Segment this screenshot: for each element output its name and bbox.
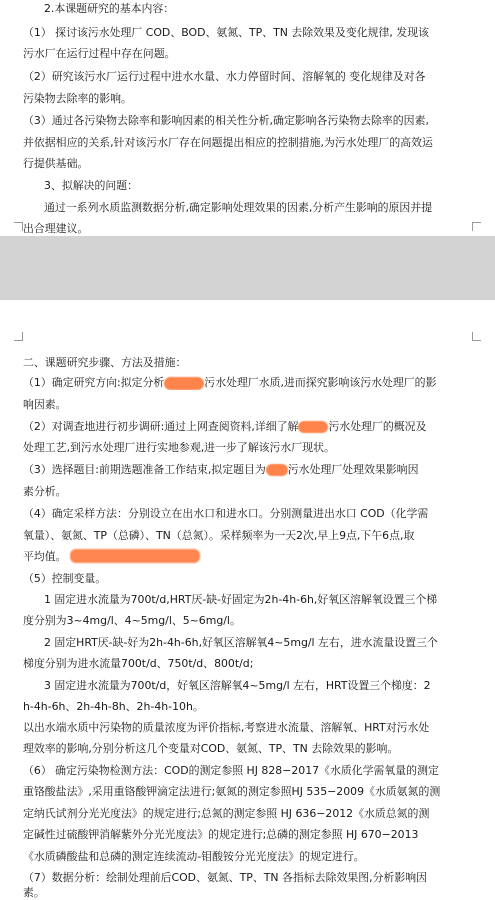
redaction-mark <box>164 377 204 390</box>
page-corner-mark <box>14 332 23 341</box>
text-line: 3 固定进水流量为700t/d，好氧区溶解氧4~5mg/l 左右，HRT设置三个梯度：2 <box>44 679 431 692</box>
text-line: 氧量）、氨氮、TP（总磷）、TN（总氮）。采样频率为一天2次,早上9点,下午6点,取 <box>23 529 415 542</box>
text-line: 定纳氏试剂分光光度法》的规定进行;总氮的测定参照 HJ 636−2012《水质总氮的测 <box>23 807 430 820</box>
text-segment: 污水处理厂处理效果影响因 <box>287 463 419 476</box>
text-line: （2）研究该污水厂运行过程中进水水量、水力停留时间、溶解氧的 变化规律及对各 <box>23 70 426 83</box>
text-line: （5）控制变量。 <box>23 572 107 585</box>
page-corner-mark <box>472 222 481 231</box>
text-line: （6） 确定污染物检测方法：COD的测定参照 HJ 828−2017《水质化学需氧量的测定 <box>23 764 439 777</box>
text-line <box>23 376 475 390</box>
page-corner-mark <box>14 222 23 231</box>
text-line: 定碱性过硫酸钾消解紫外分光光度法》的规定进行;总磷的测定参照 HJ 670−2013 <box>23 828 419 841</box>
text-line: 污水厂在运行过程中存在问题。 <box>23 47 176 60</box>
text-line: 污染物去除率的影响。 <box>23 92 132 105</box>
text-line: 素分析。 <box>23 485 67 498</box>
redaction-mark <box>70 549 200 563</box>
text-segment: （1）确定研究方向:拟定分析 <box>23 376 165 389</box>
text-segment: （3）选择题目:前期选题准备工作结束,拟定题目为 <box>23 463 266 476</box>
text-line: （3）通过各污染物去除率和影响因素的相关性分析,确定影响各污染物去除率的因素, <box>23 114 429 127</box>
document-page-2 <box>0 300 495 900</box>
text-segment: 污水处理厂水质,进而探究影响该污水处理厂的影 <box>204 376 437 389</box>
text-line: 平均值。 <box>23 550 67 563</box>
text-line: 处理工艺,到污水处理厂进行实地参观,进一步了解该污水厂现状。 <box>23 441 335 454</box>
text-line: 行提供基础。 <box>23 157 89 170</box>
text-line: h-4h-6h、2h-4h-8h、2h-4h-10h。 <box>23 700 204 713</box>
text-line: 《水质磷酸盐和总磷的测定连续流动-钼酸铵分光光度法》的规定进行。 <box>23 850 365 863</box>
text-line: 并依据相应的关系,针对该污水厂存在问题提出相应的控制措施,为污水处理厂的高效运 <box>23 136 433 149</box>
text-line: 度分别为3~4mg/l、4~5mg/l、5~6mg/l。 <box>23 614 241 627</box>
redaction-mark <box>266 464 288 476</box>
text-line: （7）数据分析：绘制处理前后COD、氨氮、TP、TN 各指标去除效果图,分析影响因 <box>23 871 428 884</box>
text-line: （1） 探讨该污水处理厂 COD、BOD、氨氮、TP、TN 去除效果及变化规律, 发现该 <box>23 26 429 39</box>
text-segment: （2）对调查地进行初步调研:通过上网查阅资料,详细了解 <box>23 420 299 433</box>
text-segment: 污水处理厂的概况及 <box>328 420 427 433</box>
section-heading: 二、课题研究步骤、方法及措施： <box>23 356 187 369</box>
text-line: 通过一系列水质监测数据分析,确定影响处理效果的因素,分析产生影响的原因并提 <box>44 201 433 214</box>
document-page-1 <box>0 0 495 236</box>
text-line <box>23 420 475 434</box>
text-line: 3、拟解决的问题： <box>44 179 139 192</box>
text-line: 响因素。 <box>23 398 67 411</box>
text-line: 出合理建议。 <box>23 222 89 235</box>
text-line: 重铬酸盐法》,采用重铬酸钾滴定法进行;氨氮的测定参照HJ 535−2009《水质氨氮的测 <box>23 785 441 798</box>
text-line: 2 固定HRT厌-缺-好为2h-4h-6h,好氧区溶解氧4~5mg/l 左右，进水流量设置三个 <box>44 636 438 649</box>
text-line: 素。 <box>23 886 45 899</box>
text-line: 1 固定进水流量为700t/d,HRT厌-缺-好固定为2h-4h-6h,好氧区溶解氧设置三个梯 <box>44 593 438 606</box>
text-line: （4）确定采样方法：分别设立在出水口和进水口。分别测量进出水口 COD（化学需 <box>23 507 429 520</box>
text-line: 理效率的影响,分别分析这几个变量对COD、氨氮、TP、TN 去除效果的影响。 <box>23 742 399 755</box>
redaction-mark <box>298 421 328 433</box>
text-line: 以出水端水质中污染物的质量浓度为评价指标,考察进水流量、溶解氧、HRT对污水处 <box>23 721 430 734</box>
page-corner-mark <box>472 332 481 341</box>
text-line: 梯度分别为进水流量700t/d、750t/d、800t/d; <box>23 657 254 670</box>
text-line <box>23 463 475 477</box>
page-gap <box>0 236 495 300</box>
text-line: 2.本课题研究的基本内容： <box>44 2 175 15</box>
